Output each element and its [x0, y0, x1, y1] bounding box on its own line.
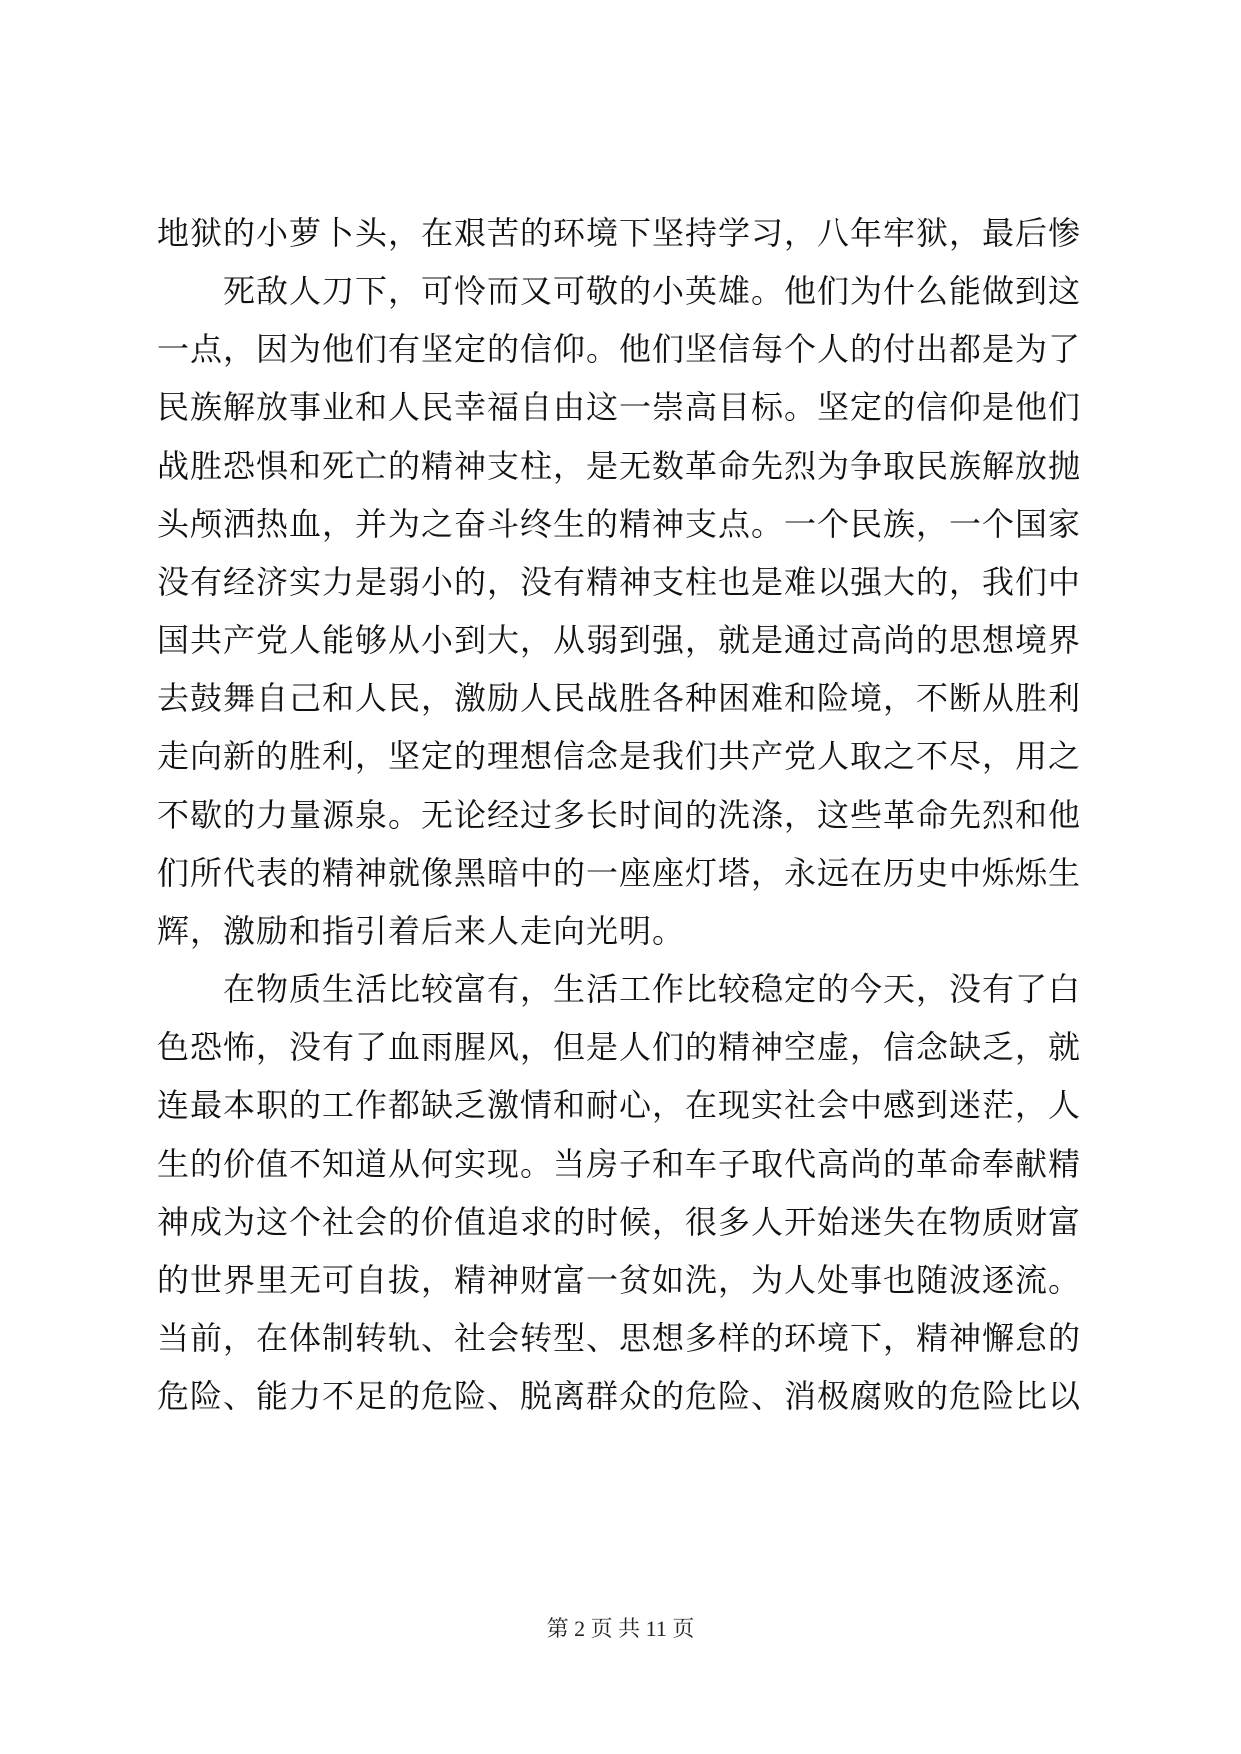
text-line: 色恐怖，没有了血雨腥风，但是人们的精神空虚，信念缺乏，就 — [157, 1028, 1082, 1066]
text-line: 辉，激励和指引着后来人走向光明。 — [157, 912, 686, 950]
text-line: 没有经济实力是弱小的，没有精神支柱也是难以强大的，我们中 — [157, 563, 1082, 601]
text-line: 地狱的小萝卜头，在艰苦的环境下坚持学习，八年牢狱，最后惨 — [157, 214, 1082, 252]
text-line: 战胜恐惧和死亡的精神支柱，是无数革命先烈为争取民族解放抛 — [157, 447, 1082, 485]
text-line: 生的价值不知道从何实现。当房子和车子取代高尚的革命奉献精 — [157, 1145, 1082, 1183]
text-line: 危险、能力不足的危险、脱离群众的危险、消极腐败的危险比以 — [157, 1377, 1082, 1415]
text-line: 民族解放事业和人民幸福自由这一崇高目标。坚定的信仰是他们 — [157, 388, 1082, 426]
text-line: 在物质生活比较富有，生活工作比较稳定的今天，没有了白 — [157, 970, 1082, 1008]
text-line: 死敌人刀下，可怜而又可敬的小英雄。他们为什么能做到这 — [157, 272, 1082, 310]
text-line: 国共产党人能够从小到大，从弱到强，就是通过高尚的思想境界 — [157, 621, 1082, 659]
text-line: 走向新的胜利，坚定的理想信念是我们共产党人取之不尽，用之 — [157, 737, 1082, 775]
text-line: 头颅洒热血，并为之奋斗终生的精神支点。一个民族，一个国家 — [157, 505, 1082, 543]
text-line: 不歇的力量源泉。无论经过多长时间的洗涤，这些革命先烈和他 — [157, 796, 1082, 834]
text-line: 的世界里无可自拔，精神财富一贫如洗，为人处事也随波逐流。 — [157, 1261, 1082, 1299]
text-line: 一点，因为他们有坚定的信仰。他们坚信每个人的付出都是为了 — [157, 330, 1082, 368]
text-line: 连最本职的工作都缺乏激情和耐心，在现实社会中感到迷茫，人 — [157, 1086, 1082, 1124]
text-line: 们所代表的精神就像黑暗中的一座座灯塔，永远在历史中烁烁生 — [157, 854, 1082, 892]
text-line: 神成为这个社会的价值追求的时候，很多人开始迷失在物质财富 — [157, 1203, 1082, 1241]
text-line: 去鼓舞自己和人民，激励人民战胜各种困难和险境，不断从胜利 — [157, 679, 1082, 717]
page-number-footer: 第 2 页 共 11 页 — [546, 1616, 695, 1641]
text-line: 当前，在体制转轨、社会转型、思想多样的环境下，精神懈怠的 — [157, 1319, 1082, 1357]
